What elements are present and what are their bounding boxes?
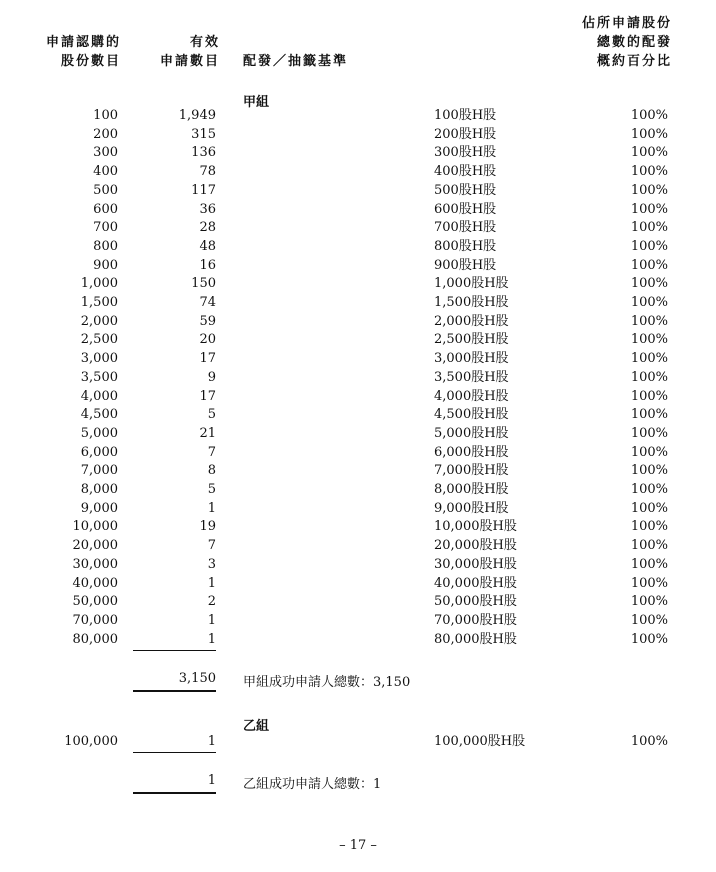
allotment-percentage: 100%	[630, 126, 668, 142]
valid-applications: 9	[207, 369, 216, 385]
allotment-basis: 1,500股H股	[434, 295, 509, 310]
header-line: 佔所申請股份	[581, 16, 672, 31]
table-row	[0, 294, 716, 313]
allotment-basis: 8,000股H股	[434, 482, 509, 497]
shares-applied: 700	[93, 220, 118, 236]
allotment-basis: 5,000股H股	[434, 425, 509, 441]
allotment-percentage: 100%	[630, 257, 668, 273]
table-row	[0, 182, 716, 201]
valid-applications: 1	[207, 612, 216, 628]
shares-applied: 4,500	[80, 407, 118, 423]
group-a-total-rule	[133, 690, 216, 692]
allotment-basis: 30,000股H股	[434, 556, 517, 572]
shares-applied: 3,500	[80, 369, 118, 385]
allotment-basis: 3,500股H股	[434, 369, 509, 385]
valid-applications: 20	[199, 332, 216, 348]
table-row	[0, 126, 716, 145]
allotment-percentage: 100%	[630, 575, 668, 591]
valid-applications: 1	[207, 734, 216, 749]
valid-applications: 5	[207, 482, 216, 497]
allotment-basis: 100股H股	[434, 108, 497, 123]
table-row	[0, 350, 716, 369]
shares-applied: 500	[93, 182, 118, 198]
shares-applied: 4,000	[80, 388, 118, 404]
header-line: 有效	[189, 35, 220, 50]
shares-applied: 8,000	[80, 482, 118, 497]
table-row	[0, 631, 716, 650]
allotment-percentage: 100%	[630, 238, 668, 254]
page-number: – 17 –	[339, 838, 377, 853]
valid-applications: 36	[199, 201, 216, 217]
allotment-percentage: 100%	[630, 407, 668, 423]
valid-applications: 7	[207, 538, 216, 554]
allotment-basis: 50,000股H股	[434, 594, 517, 610]
group-a-subtotal-rule	[133, 650, 216, 651]
valid-applications: 17	[199, 388, 216, 404]
allotment-basis: 500股H股	[434, 182, 497, 198]
valid-applications: 8	[207, 463, 216, 479]
allotment-basis: 9,000股H股	[434, 500, 509, 516]
shares-applied: 800	[93, 238, 118, 254]
valid-applications: 21	[199, 425, 216, 441]
allotment-percentage: 100%	[630, 631, 668, 647]
allotment-percentage: 100%	[630, 182, 668, 198]
allotment-basis: 2,000股H股	[434, 313, 509, 329]
allotment-percentage: 100%	[630, 612, 668, 628]
allotment-percentage: 100%	[630, 482, 668, 497]
table-row	[0, 444, 716, 463]
valid-applications: 74	[199, 295, 216, 310]
allotment-percentage: 100%	[630, 108, 668, 123]
table-row	[0, 612, 716, 631]
shares-applied: 50,000	[72, 594, 118, 610]
valid-applications: 2	[207, 594, 216, 610]
table-row	[0, 201, 716, 220]
table-row	[0, 257, 716, 276]
allotment-percentage: 100%	[630, 351, 668, 367]
valid-applications: 315	[191, 126, 216, 142]
valid-applications: 17	[199, 351, 216, 367]
shares-applied: 900	[93, 257, 118, 273]
allotment-basis: 40,000股H股	[434, 575, 517, 591]
shares-applied: 100	[93, 108, 118, 123]
allotment-basis: 400股H股	[434, 164, 497, 180]
allotment-basis: 6,000股H股	[434, 444, 509, 460]
table-row	[0, 331, 716, 350]
group-b-total-count: 1	[207, 773, 216, 788]
shares-applied: 7,000	[80, 463, 118, 479]
shares-applied: 1,500	[80, 295, 118, 310]
allotment-percentage: 100%	[630, 444, 668, 460]
header-line: 概約百分比	[596, 54, 672, 69]
table-row	[0, 593, 716, 612]
allotment-basis: 600股H股	[434, 201, 497, 217]
shares-applied: 30,000	[72, 556, 118, 572]
header-line: 申請認購的	[45, 35, 121, 50]
allotment-basis: 2,500股H股	[434, 332, 509, 348]
header-line: 股份數目	[60, 54, 121, 69]
table-row	[0, 219, 716, 238]
allotment-percentage: 100%	[630, 295, 668, 310]
shares-applied: 40,000	[72, 575, 118, 591]
allotment-percentage: 100%	[630, 556, 668, 572]
shares-applied: 3,000	[80, 351, 118, 367]
shares-applied: 100,000	[64, 734, 118, 749]
allotment-basis: 20,000股H股	[434, 538, 517, 554]
valid-applications: 16	[199, 257, 216, 273]
allotment-basis: 100,000股H股	[434, 734, 526, 749]
shares-applied: 200	[93, 126, 118, 142]
valid-applications: 1,949	[178, 108, 216, 123]
valid-applications: 5	[207, 407, 216, 423]
shares-applied: 300	[93, 145, 118, 161]
valid-applications: 19	[199, 519, 216, 535]
table-row	[0, 500, 716, 519]
table-row	[0, 462, 716, 481]
valid-applications: 28	[199, 220, 216, 236]
shares-applied: 6,000	[80, 444, 118, 460]
valid-applications: 1	[207, 631, 216, 647]
allotment-basis: 80,000股H股	[434, 631, 517, 647]
table-row	[0, 537, 716, 556]
allotment-basis: 700股H股	[434, 220, 497, 236]
allotment-percentage: 100%	[630, 276, 668, 292]
shares-applied: 10,000	[72, 519, 118, 535]
allotment-basis: 1,000股H股	[434, 276, 509, 292]
valid-applications: 136	[191, 145, 216, 161]
allotment-basis: 4,500股H股	[434, 407, 509, 423]
table-row	[0, 163, 716, 182]
shares-applied: 2,000	[80, 313, 118, 329]
allotment-percentage: 100%	[630, 519, 668, 535]
allotment-percentage: 100%	[630, 425, 668, 441]
allotment-percentage: 100%	[630, 500, 668, 516]
allotment-basis: 200股H股	[434, 126, 497, 142]
valid-applications: 59	[199, 313, 216, 329]
valid-applications: 117	[191, 182, 216, 198]
allotment-basis: 900股H股	[434, 257, 497, 273]
allotment-percentage: 100%	[630, 313, 668, 329]
allotment-basis: 70,000股H股	[434, 612, 517, 628]
allotment-percentage: 100%	[630, 734, 668, 749]
header-line: 配發／抽籤基準	[243, 54, 349, 69]
allotment-basis: 7,000股H股	[434, 463, 509, 479]
allotment-percentage: 100%	[630, 538, 668, 554]
shares-applied: 5,000	[80, 425, 118, 441]
allotment-percentage: 100%	[630, 463, 668, 479]
shares-applied: 1,000	[80, 276, 118, 292]
allotment-percentage: 100%	[630, 594, 668, 610]
valid-applications: 1	[207, 500, 216, 516]
allotment-basis: 800股H股	[434, 238, 497, 254]
table-row	[0, 481, 716, 500]
allotment-percentage: 100%	[630, 220, 668, 236]
group-b-total-rule	[133, 792, 216, 794]
group-b-subtotal-rule	[133, 752, 216, 753]
group-b-total-label: 乙組成功申請人總數：1	[243, 777, 382, 792]
valid-applications: 48	[199, 238, 216, 254]
header-basis	[243, 52, 348, 71]
shares-applied: 2,500	[80, 332, 118, 348]
group-a-total-count: 3,150	[178, 671, 216, 686]
header-shares-applied	[26, 33, 121, 71]
allotment-basis: 4,000股H股	[434, 388, 509, 404]
shares-applied: 400	[93, 164, 118, 180]
table-row	[0, 556, 716, 575]
allotment-percentage: 100%	[630, 388, 668, 404]
table-row	[0, 238, 716, 257]
allotment-percentage: 100%	[630, 145, 668, 161]
table-row	[0, 388, 716, 407]
shares-applied: 70,000	[72, 612, 118, 628]
allotment-percentage: 100%	[630, 332, 668, 348]
group-a-total-label: 甲組成功申請人總數：3,150	[243, 675, 411, 690]
valid-applications: 7	[207, 444, 216, 460]
table-row	[0, 575, 716, 594]
header-valid-applications	[130, 33, 220, 71]
group-b-row	[0, 733, 716, 752]
table-row	[0, 369, 716, 388]
valid-applications: 150	[191, 276, 216, 292]
group-b-title: 乙組	[243, 719, 270, 734]
allotment-percentage: 100%	[630, 369, 668, 385]
allotment-basis: 300股H股	[434, 145, 497, 161]
shares-applied: 9,000	[80, 500, 118, 516]
shares-applied: 600	[93, 201, 118, 217]
group-a-title: 甲組	[243, 95, 270, 110]
table-row	[0, 144, 716, 163]
table-row	[0, 406, 716, 425]
table-row	[0, 313, 716, 332]
shares-applied: 80,000	[72, 631, 118, 647]
shares-applied: 20,000	[72, 538, 118, 554]
allotment-percentage: 100%	[630, 164, 668, 180]
table-row	[0, 107, 716, 126]
header-line: 總數的配發	[596, 35, 672, 50]
header-line: 申請數目	[159, 54, 220, 69]
allotment-basis: 10,000股H股	[434, 519, 517, 535]
table-row	[0, 425, 716, 444]
allotment-basis: 3,000股H股	[434, 351, 509, 367]
valid-applications: 3	[207, 556, 216, 572]
header-percentage	[540, 14, 672, 71]
valid-applications: 1	[207, 575, 216, 591]
table-row	[0, 275, 716, 294]
table-row	[0, 518, 716, 537]
valid-applications: 78	[199, 164, 216, 180]
allotment-percentage: 100%	[630, 201, 668, 217]
